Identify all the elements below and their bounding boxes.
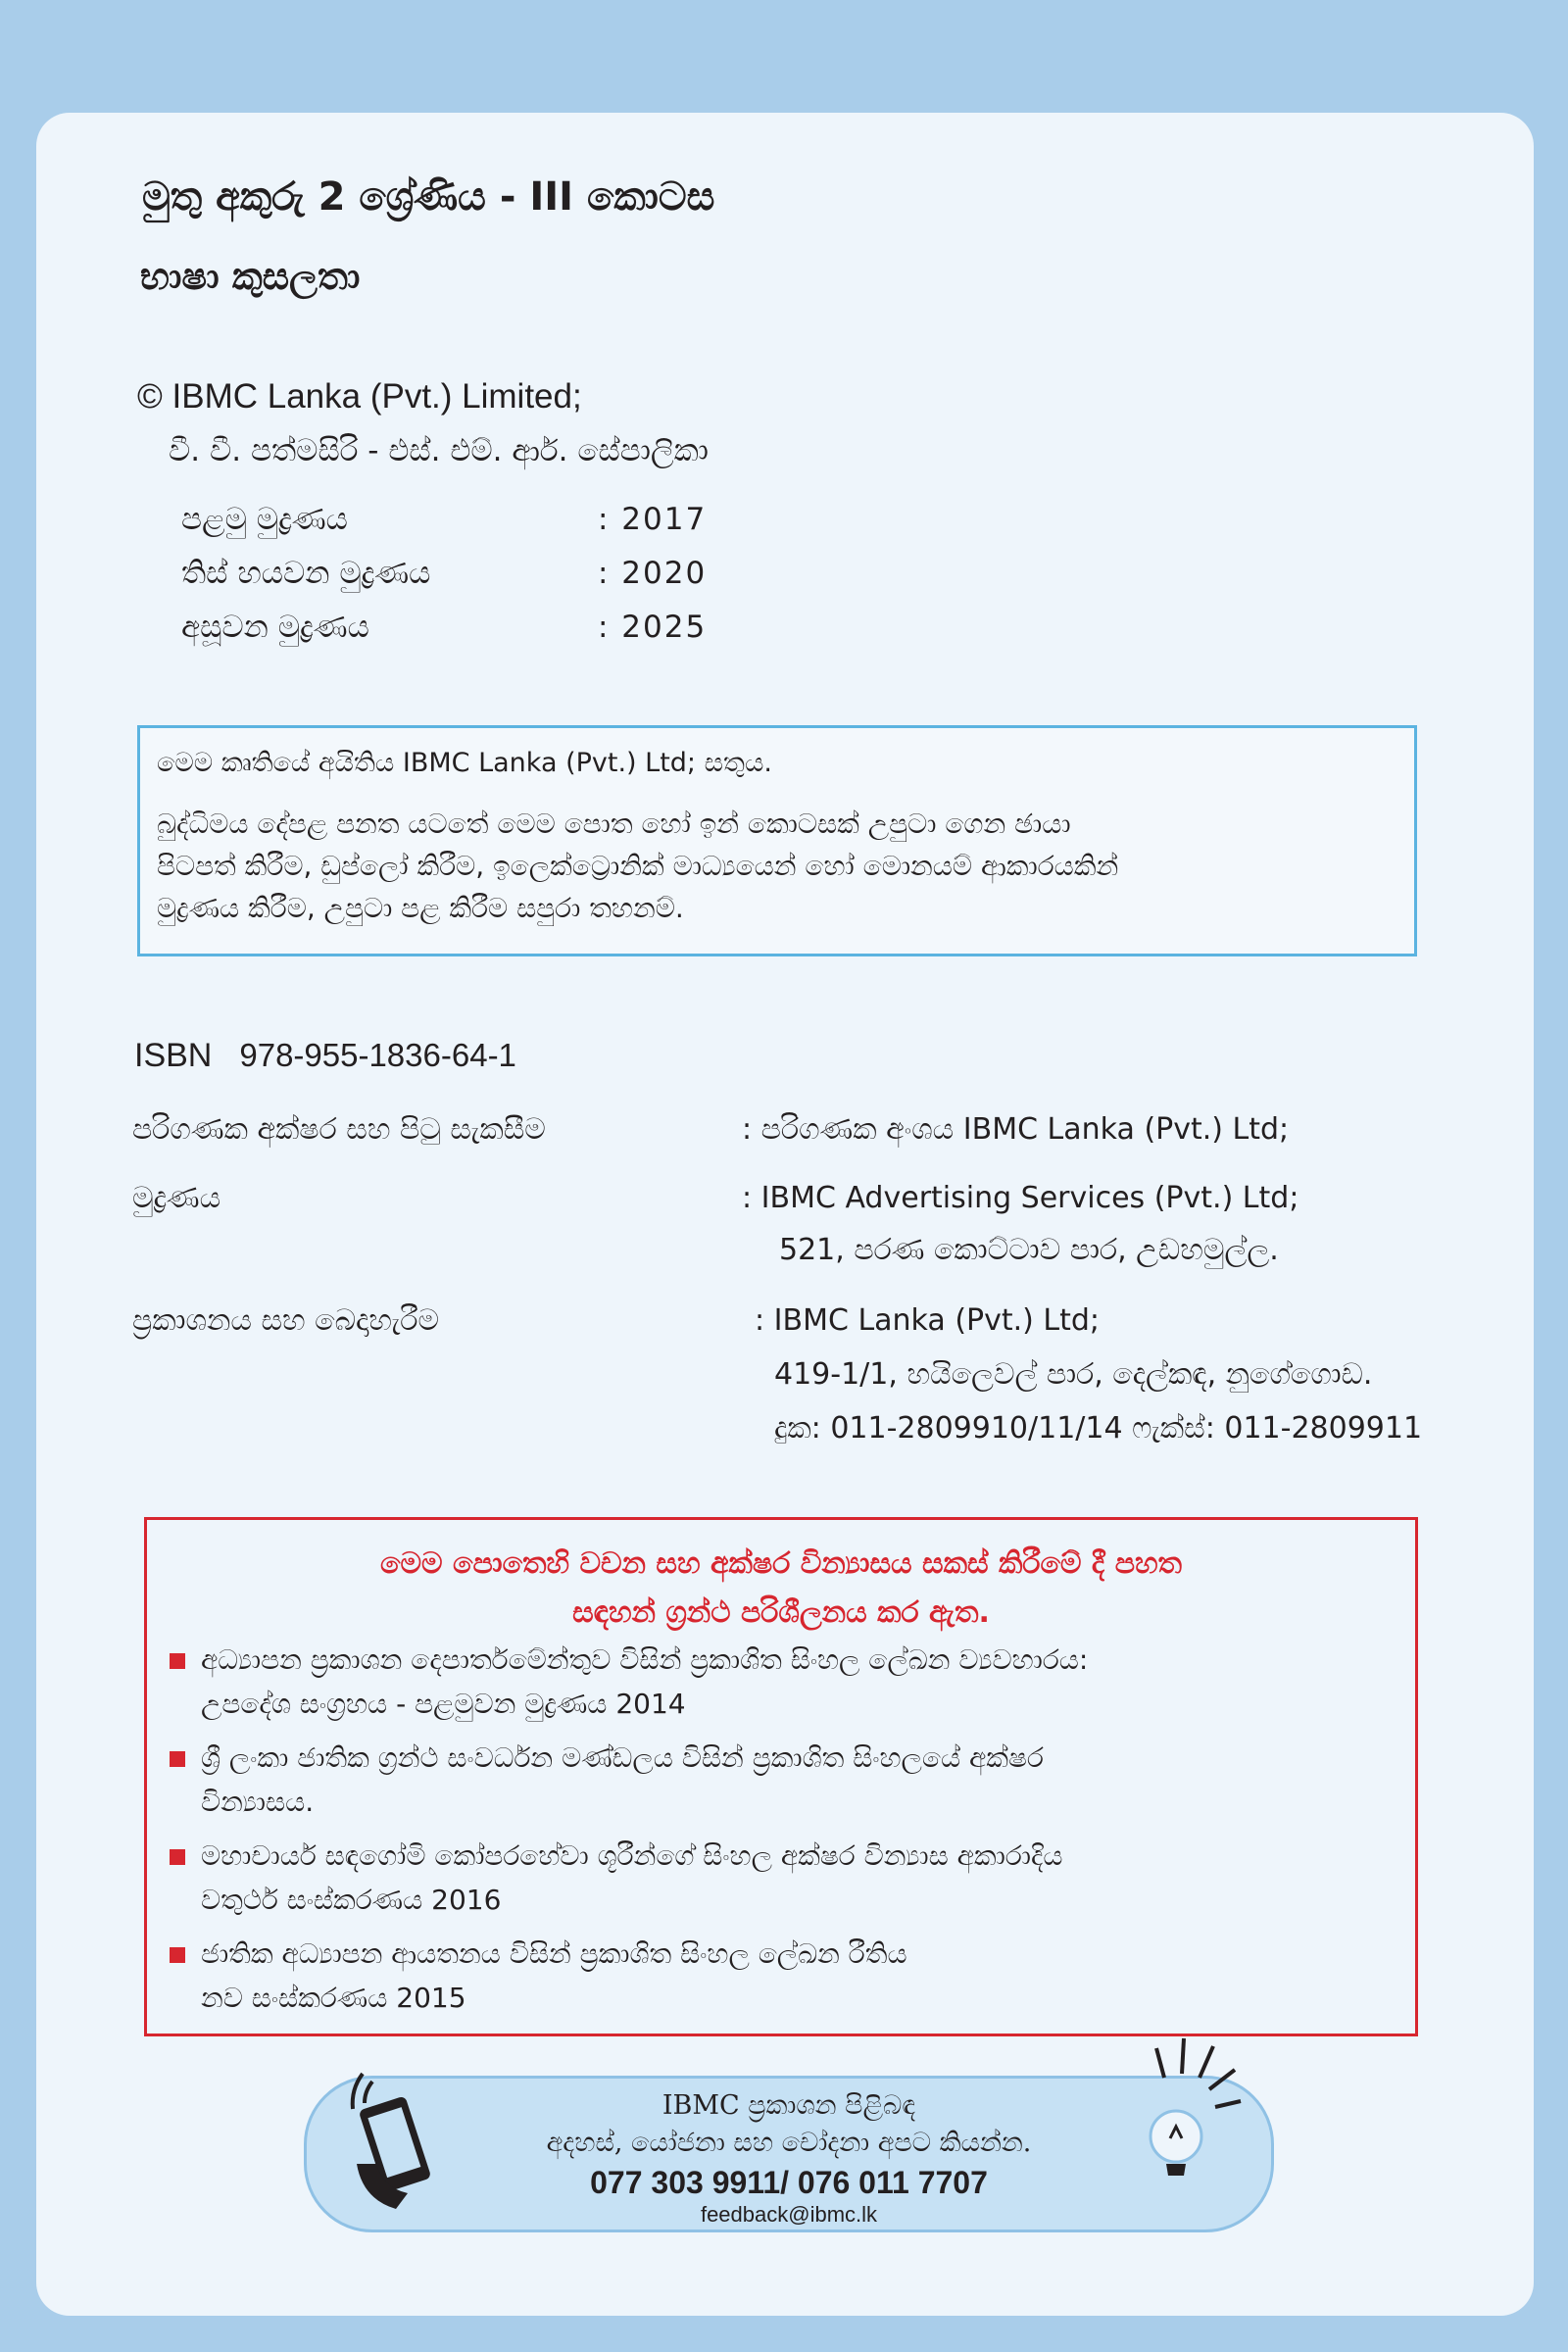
- phone-hand-icon: [343, 2070, 431, 2217]
- reference-line: මහාචාර්ය සඳගෝමි කෝපරහේවා ශූරීන්ගේ සිංහල අක්ෂර වින්‍යාස අකාරාදිය: [201, 1839, 1063, 1872]
- lightbulb-icon: [1137, 2029, 1245, 2195]
- isbn-label: ISBN: [134, 1037, 213, 1074]
- rights-owner: මෙම කෘතියේ අයිතිය IBMC Lanka (Pvt.) Ltd; සතුය.: [157, 748, 772, 778]
- rights-body: [157, 803, 1401, 929]
- feedback-banner: [304, 2076, 1274, 2232]
- rights-line: බුද්ධිමය දේපළ පනත යටතේ මෙම පොත හෝ ඉන් කොටසක් උපුටා ගෙන ඡායා: [157, 808, 1071, 840]
- reference-line: උපදේශ සංග්‍රහය - පළමුවන මුද්‍රණය 2014: [201, 1688, 686, 1720]
- feedback-phone[interactable]: 077 303 9911/ 076 011 7707: [590, 2165, 988, 2200]
- reference-item: [162, 1638, 1406, 1736]
- copyright-holder: © IBMC Lanka (Pvt.) Limited;: [137, 377, 582, 416]
- edition-year-eightieth: : 2025: [598, 610, 708, 645]
- rights-line: පිටපත් කිරීම, ඩුප්ලෝ කිරීම, ඉලෙක්ට්‍රොනික් මාධ්‍යයෙන් හෝ මොනයම් ආකාරයකින්: [157, 850, 1119, 882]
- authors: වී. වී. පත්මසිරි - එස්. එම්. ආර්. සේපාලිකා: [169, 433, 709, 468]
- isbn-number: 978-955-1836-64-1: [239, 1037, 516, 1073]
- edition-year-first: : 2017: [598, 502, 708, 537]
- reference-line: වින්‍යාසය.: [201, 1786, 315, 1818]
- publishing-address: 419-1/1, හයිලෙවල් පාර, දෙල්කඳ, නුගේගොඩ.: [774, 1357, 1373, 1392]
- edition-label-thirty-sixth: තිස් හයවන මුද්‍රණය: [181, 556, 431, 591]
- references-list: [162, 1638, 1406, 2030]
- publishing-value: : IBMC Lanka (Pvt.) Ltd;: [755, 1303, 1101, 1338]
- red-bullet-icon: [170, 1751, 185, 1767]
- references-heading: [147, 1540, 1415, 1638]
- red-bullet-icon: [170, 1653, 185, 1669]
- reference-item: [162, 1932, 1406, 2030]
- edition-year-thirty-sixth: : 2020: [598, 556, 708, 591]
- publishing-contact: දුක: 011-2809910/11/14 ෆැක්ස්: 011-2809911: [774, 1411, 1423, 1446]
- reference-item: [162, 1834, 1406, 1932]
- red-bullet-icon: [170, 1849, 185, 1865]
- feedback-line1: IBMC ප්‍රකාශන පිළිබඳ: [662, 2090, 916, 2121]
- printing-label: මුද්‍රණය: [132, 1181, 221, 1215]
- references-heading-line: සඳහන් ග්‍රන්ථ පරිශීලනය කර ඇත.: [572, 1595, 990, 1630]
- isbn: [134, 1037, 516, 1075]
- rights-line: මුද්‍රණය කිරීම, උපුටා පළ කිරීම සපුරා තහනම්.: [157, 892, 684, 924]
- feedback-email[interactable]: feedback@ibmc.lk: [700, 2202, 878, 2227]
- typesetting-label: පරිගණක අක්ෂර සහ පිටු සැකසීම: [132, 1112, 546, 1147]
- printing-value: : IBMC Advertising Services (Pvt.) Ltd;: [742, 1181, 1299, 1215]
- references-box: [144, 1517, 1418, 2036]
- feedback-line2: අදහස්, යෝජනා සහ චෝදනා අපට කියන්න.: [546, 2128, 1032, 2158]
- reference-item: [162, 1736, 1406, 1834]
- printing-address: 521, පරණ කොට්ටාව පාර, උඩහමුල්ල.: [779, 1233, 1279, 1267]
- publishing-label: ප්‍රකාශනය සහ බෙදාහැරීම: [132, 1303, 440, 1338]
- book-title: මුතු අකුරු 2 ශ්‍රේණිය - III කොටස: [142, 174, 715, 220]
- red-bullet-icon: [170, 1947, 185, 1963]
- references-heading-line: මෙම පොතෙහි වචන සහ අක්ෂර වින්‍යාසය සකස් කිරීමේ දී පහත: [380, 1546, 1182, 1581]
- book-subtitle: භාෂා කුසලතා: [140, 255, 361, 298]
- edition-label-eightieth: අසූවන මුද්‍රණය: [181, 610, 369, 645]
- reference-line: නව සංස්කරණය 2015: [201, 1982, 466, 2014]
- reference-line: අධ්‍යාපන ප්‍රකාශන දෙපාර්තමේන්තුව විසින් ප්‍රකාශිත සිංහල ලේඛන ව්‍යවහාරය:: [201, 1643, 1089, 1676]
- reference-line: ශ්‍රී ලංකා ජාතික ග්‍රන්ථ සංවර්ධන මණ්ඩලය විසින් ප්‍රකාශිත සිංහලයේ අක්ෂර: [201, 1741, 1044, 1774]
- reference-line: වතුර්ථ සංස්කරණය 2016: [201, 1884, 502, 1916]
- reference-line: ජාතික අධ්‍යාපන ආයතනය විසින් ප්‍රකාශිත සිංහල ලේඛන රීතිය: [201, 1937, 907, 1970]
- typesetting-value: : පරිගණක අංශය IBMC Lanka (Pvt.) Ltd;: [742, 1112, 1290, 1147]
- edition-label-first: පළමු මුද්‍රණය: [181, 502, 348, 537]
- rights-notice-box: [137, 725, 1417, 956]
